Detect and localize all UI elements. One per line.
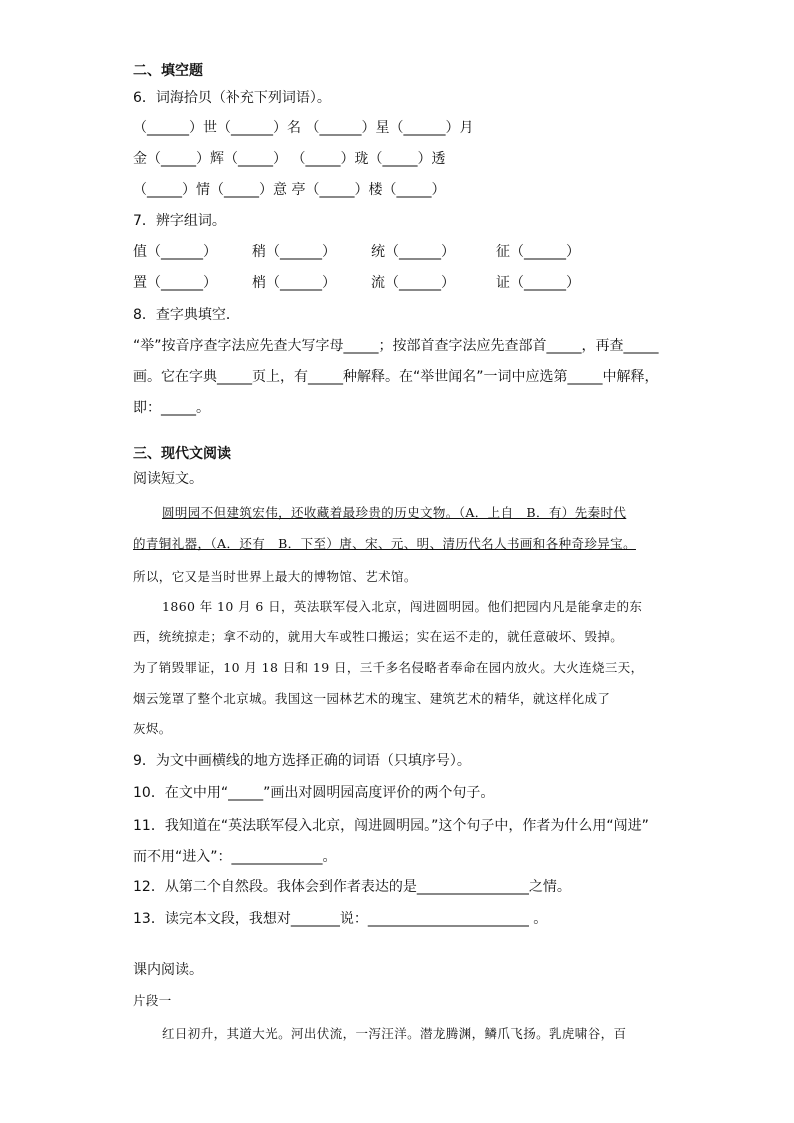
q11-line-1: 11．我知道在“英法联军侵入北京，闯进圆明园。”这个句子中，作者为什么用“闯进” bbox=[133, 818, 649, 834]
q8-prompt: 8．查字典填空． bbox=[133, 307, 240, 323]
q9: 9．为文中画横线的地方选择正确的词语（只填序号）。 bbox=[133, 753, 471, 769]
q7-cell: 稍（______） bbox=[252, 244, 336, 260]
q12: 12．从第二个自然段。我体会到作者表达的是________________之情。 bbox=[133, 879, 571, 895]
q6-row-3: （_____）情（_____）意 亭（_____）楼（_____） bbox=[133, 182, 446, 198]
passage-line: 的青铜礼器，（A．还有 B．下至）唐、宋、元、明、清历代名人书画和各种奇珍异宝。 bbox=[133, 536, 636, 551]
q6-row-2: 金（_____）辉（_____） （_____）珑（_____）透 bbox=[133, 151, 446, 167]
q7-cell: 流（______） bbox=[371, 275, 455, 291]
q7-prompt: 7．辨字组词。 bbox=[133, 213, 226, 229]
passage-line: 为了销毁罪证，10 月 18 日和 19 日，三千多名侵略者奉命在园内放火。大火连烧三天， bbox=[133, 660, 644, 675]
passage-line: 圆明园不但建筑宏伟，还收藏着最珍贵的历史文物。（A．上自 B．有）先秦时代 bbox=[162, 505, 627, 520]
passage-line: 烟云笼罩了整个北京城。我国这一园林艺术的瑰宝、建筑艺术的精华，就这样化成了 bbox=[133, 691, 611, 706]
q7-cell: 置（______） bbox=[133, 275, 217, 291]
passage-line: 所以，它又是当时世界上最大的博物馆、艺术馆。 bbox=[133, 569, 417, 584]
q11-line-2: 而不用“进入”：_____________。 bbox=[133, 849, 337, 865]
q8-line-1: “举”按音序查字法应先查大写字母_____；按部首查字法应先查部首_____，再查_____ bbox=[133, 338, 659, 354]
q6-row-1: （______）世（______）名 （______）星（______）月 bbox=[133, 120, 474, 136]
fragment-line: 红日初升，其道大光。河出伏流，一泻汪洋。潜龙腾渊，鳞爪飞扬。乳虎啸谷，百 bbox=[162, 1026, 627, 1041]
passage-line: 灰烬。 bbox=[133, 721, 172, 736]
q13: 13．读完本文段，我想对_______说：_______________________ 。 bbox=[133, 911, 548, 927]
q7-cell: 梢（______） bbox=[252, 275, 336, 291]
section-2-title: 二、填空题 bbox=[133, 63, 203, 79]
q10: 10．在文中用“_____”画出对圆明园高度评价的两个句子。 bbox=[133, 785, 495, 801]
passage-line: 西，统统掠走；拿不动的，就用大车或牲口搬运；实在运不走的，就任意破坏、毁掉。 bbox=[133, 629, 624, 644]
reading-intro: 阅读短文。 bbox=[133, 471, 203, 487]
q8-line-2: 画。它在字典_____页上，有_____种解释。在“举世闻名”一词中应选第_____中解释， bbox=[133, 369, 659, 385]
q7-cell: 征（______） bbox=[496, 244, 580, 260]
q7-cell: 值（______） bbox=[133, 244, 217, 260]
fragment-title: 片段一 bbox=[133, 993, 172, 1008]
q7-cell: 统（______） bbox=[371, 244, 455, 260]
q7-cell: 证（______） bbox=[496, 275, 580, 291]
passage-line: 1860 年 10 月 6 日，英法联军侵入北京，闯进圆明园。他们把园内凡是能拿走的东 bbox=[162, 599, 643, 614]
section-3-title: 三、现代文阅读 bbox=[133, 446, 231, 462]
inclass-reading-title: 课内阅读。 bbox=[133, 962, 203, 978]
q6-prompt: 6．词海拾贝（补充下列词语）。 bbox=[133, 90, 331, 106]
q8-line-3: 即：_____。 bbox=[133, 400, 210, 416]
